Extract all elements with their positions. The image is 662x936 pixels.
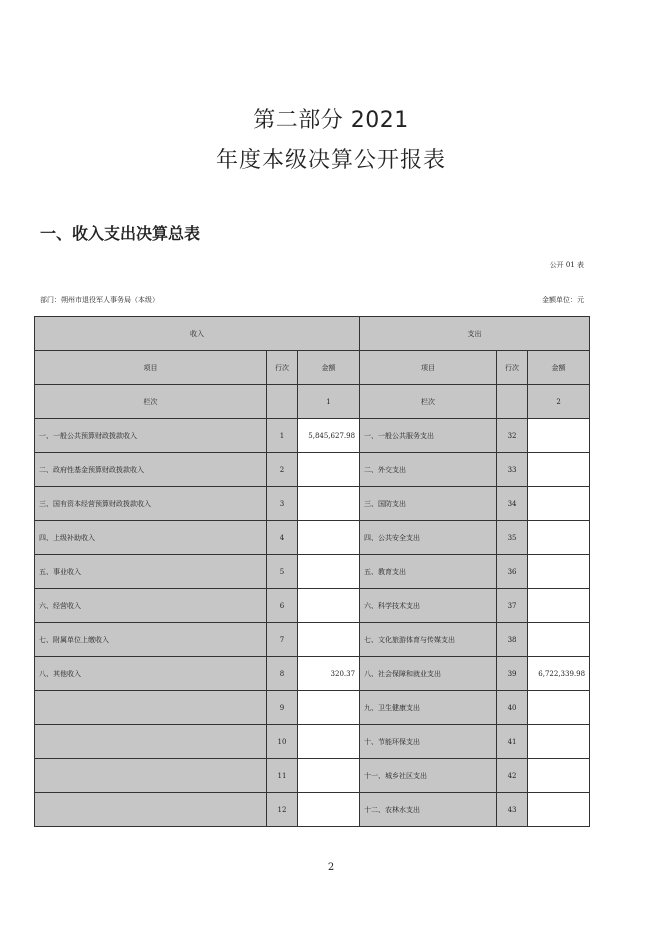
income-item-cell: 六、经营收入 — [35, 589, 267, 623]
income-amount-cell — [298, 589, 360, 623]
expense-column-number: 2 — [528, 385, 590, 419]
income-line-cell: 7 — [267, 623, 298, 657]
expense-amount-cell — [528, 623, 590, 657]
expense-line-cell: 42 — [497, 759, 528, 793]
income-amount-cell: 5,845,627.98 — [298, 419, 360, 453]
table-row — [35, 419, 590, 453]
expense-item-cell: 四、公共安全支出 — [360, 521, 497, 555]
expense-line-cell: 40 — [497, 691, 528, 725]
table-row — [35, 555, 590, 589]
expense-line-cell: 43 — [497, 793, 528, 827]
income-item-cell: 五、事业收入 — [35, 555, 267, 589]
income-item-cell — [35, 793, 267, 827]
income-item-cell: 四、上级补助收入 — [35, 521, 267, 555]
expense-line-cell: 38 — [497, 623, 528, 657]
expense-item-cell: 五、教育支出 — [360, 555, 497, 589]
income-line-header: 行次 — [267, 351, 298, 385]
expense-item-cell: 十一、城乡社区支出 — [360, 759, 497, 793]
income-line-cell: 12 — [267, 793, 298, 827]
section-title: 一、收入支出决算总表 — [40, 224, 201, 243]
expense-amount-header: 金额 — [528, 351, 590, 385]
table-row — [35, 453, 590, 487]
income-item-cell: 七、附属单位上缴收入 — [35, 623, 267, 657]
table-row — [35, 759, 590, 793]
expense-header: 支出 — [360, 317, 590, 351]
income-line-cell: 3 — [267, 487, 298, 521]
income-amount-cell — [298, 759, 360, 793]
expense-line-cell: 36 — [497, 555, 528, 589]
expense-item-cell: 八、社会保障和就业支出 — [360, 657, 497, 691]
expense-line-cell: 32 — [497, 419, 528, 453]
table-row — [35, 691, 590, 725]
expense-amount-cell — [528, 487, 590, 521]
table-row — [35, 623, 590, 657]
income-item-cell: 二、政府性基金预算财政拨款收入 — [35, 453, 267, 487]
table-row — [35, 487, 590, 521]
expense-amount-cell: 6,722,339.98 — [528, 657, 590, 691]
income-item-cell: 三、国有资本经营预算财政拨款收入 — [35, 487, 267, 521]
page-title-line1: 第二部分 2021 — [253, 108, 409, 133]
income-line-cell: 9 — [267, 691, 298, 725]
department-label: 部门：朔州市退役军人事务局（本级） — [40, 296, 159, 304]
expense-item-cell: 一、一般公共服务支出 — [360, 419, 497, 453]
page-number: 2 — [327, 862, 335, 873]
table-row — [35, 657, 590, 691]
expense-amount-cell — [528, 691, 590, 725]
expense-amount-cell — [528, 793, 590, 827]
income-line-cell: 6 — [267, 589, 298, 623]
expense-item-cell: 六、科学技术支出 — [360, 589, 497, 623]
page-title-line2: 年度本级决算公开报表 — [215, 148, 446, 173]
income-amount-cell — [298, 623, 360, 657]
expense-line-cell: 34 — [497, 487, 528, 521]
expense-item-cell: 二、外交支出 — [360, 453, 497, 487]
income-line-cell: 4 — [267, 521, 298, 555]
expense-amount-cell — [528, 521, 590, 555]
expense-item-cell: 十、节能环保支出 — [360, 725, 497, 759]
income-header: 收入 — [35, 317, 360, 351]
expense-amount-cell — [528, 725, 590, 759]
expense-line-cell: 39 — [497, 657, 528, 691]
income-item-cell — [35, 725, 267, 759]
expense-amount-cell — [528, 453, 590, 487]
expense-amount-cell — [528, 555, 590, 589]
income-column-label: 栏次 — [35, 385, 267, 419]
income-line-blank — [267, 385, 298, 419]
income-item-cell: 一、一般公共预算财政拨款收入 — [35, 419, 267, 453]
table-row — [35, 521, 590, 555]
income-expense-table — [34, 316, 590, 827]
expense-item-cell: 七、文化旅游体育与传媒支出 — [360, 623, 497, 657]
income-line-cell: 2 — [267, 453, 298, 487]
income-amount-header: 金额 — [298, 351, 360, 385]
income-amount-cell — [298, 691, 360, 725]
expense-item-cell: 三、国防支出 — [360, 487, 497, 521]
income-line-cell: 8 — [267, 657, 298, 691]
income-amount-cell: 320.37 — [298, 657, 360, 691]
income-amount-cell — [298, 793, 360, 827]
expense-amount-cell — [528, 759, 590, 793]
expense-item-cell: 十二、农林水支出 — [360, 793, 497, 827]
expense-line-cell: 35 — [497, 521, 528, 555]
table-row — [35, 589, 590, 623]
income-amount-cell — [298, 521, 360, 555]
income-amount-cell — [298, 487, 360, 521]
income-line-cell: 5 — [267, 555, 298, 589]
income-item-cell — [35, 759, 267, 793]
income-line-cell: 11 — [267, 759, 298, 793]
income-item-header: 项目 — [35, 351, 267, 385]
table-row — [35, 725, 590, 759]
expense-line-blank — [497, 385, 528, 419]
expense-line-cell: 33 — [497, 453, 528, 487]
form-number: 公开 01 表 — [549, 261, 584, 269]
expense-item-cell: 九、卫生健康支出 — [360, 691, 497, 725]
income-line-cell: 10 — [267, 725, 298, 759]
income-line-cell: 1 — [267, 419, 298, 453]
income-amount-cell — [298, 555, 360, 589]
expense-item-header: 项目 — [360, 351, 497, 385]
income-item-cell: 八、其他收入 — [35, 657, 267, 691]
expense-line-cell: 37 — [497, 589, 528, 623]
unit-label: 金额单位：元 — [542, 296, 584, 304]
income-amount-cell — [298, 453, 360, 487]
expense-column-label: 栏次 — [360, 385, 497, 419]
income-amount-cell — [298, 725, 360, 759]
income-column-number: 1 — [298, 385, 360, 419]
expense-amount-cell — [528, 589, 590, 623]
expense-amount-cell — [528, 419, 590, 453]
income-item-cell — [35, 691, 267, 725]
table-row — [35, 793, 590, 827]
expense-line-cell: 41 — [497, 725, 528, 759]
expense-line-header: 行次 — [497, 351, 528, 385]
